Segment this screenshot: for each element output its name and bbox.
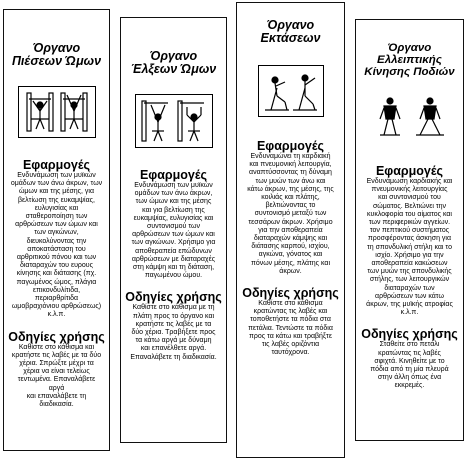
shoulder-press-machine-icon <box>18 86 96 138</box>
applications-heading: Εφαρμογές <box>375 164 444 178</box>
usage-heading: Οδηγίες χρήσης <box>8 329 105 344</box>
usage-heading: Οδηγίες χρήσης <box>242 286 339 301</box>
usage-text: Σταθείτε στο πετάλι κρατώντας τις λαβές σφιχτά. Κινηθείτε με το πόδια από τη μία πλευρά στην άλλη όπως ένα εκκρεμές. <box>370 341 449 390</box>
usage-text: Καθίστε στο κάθισμα κρατώντας τις λαβές και τοποθετήστε τα πόδια στα πετάλια. Τεντώστε τα πόδια προς τα κάτω και τραβήξτε τις λαβές οριζόντια ταυτόχρονα. <box>248 300 333 357</box>
applications-heading: Εφαρμογές <box>22 158 91 172</box>
card-elliptical <box>355 19 464 441</box>
card-title: Όργανο Έλξεων Ώμων <box>130 49 217 76</box>
applications-heading: Εφαρμογές <box>256 139 325 153</box>
card-extension <box>236 2 345 458</box>
applications-text: Ενδυνάμωση των μυϊκών ομάδων των άνω άκρων, των ώμων και της μέσης και για βελτίωση της ευκαμψίας, ευλυγισίας και συντονισμού των αρθρώσεων των ώμων και των αγκώνων. Χρήσιμο για αποθεραπεία επώδυνων αρθρώσεων με διαταραχές στη κάμψη και τη διάταση, παγωμένου ώμου. <box>131 182 216 280</box>
card-title: Όργανο Ελλειπτικής Κίνησης Ποδιών <box>364 42 455 78</box>
applications-text: Ενδυνάμωση των μυϊκών ομάδων των άνω άκρων, των ώμων και της μέσης, για βελτίωση της ευκαμψίας, ευλυγισίας και σταθεροποίηση των αρθρώσεων των ώμων και των αγκώνων, διευκολύνοντας την αποκατάσταση του αρθριτικού πόνου και των διαταραχών του ευρους κίνησης και διάτασης (πχ. παγωμένος ώμος, πλάγια επικονδυλίτιδα, περιαρθρίτιδα ωμοβραχιόνιου αρθρώσεως) κ.λ.π. <box>10 172 103 319</box>
applications-heading: Εφαρμογές <box>139 168 208 182</box>
card-title: Όργανο Εκτάσεων <box>260 18 321 45</box>
elliptical-trainer-icon <box>369 94 451 140</box>
usage-heading: Οδηγίες χρήσης <box>361 327 458 342</box>
card-shoulder-press <box>3 9 110 451</box>
usage-text: Καθίστε στο κάθισμα με τη πλάτη προς το όργανο και κρατήστε τις λαβές με τα δύο χέρια. Τραβήξετε προς τα κάτω αργά με δύναμη και επανέλθετε αργά. Επαναλάβετε τη διαδικασία. <box>130 304 217 361</box>
usage-text: Καθίστε στο κάθισμα και κρατήστε τις λαβές με τα δύο χέρια. Σπρώξτε μέχρι τα χέρια να είναι τελείως τεντωμένα. Επαναλάβετε αργά και επαναλάβετε τη διαδικασία. <box>11 343 102 409</box>
card-lat-pull <box>120 17 227 443</box>
applications-text: Ενδυνάμωση καρδιακής και πνευμονικής λειτουργίας και συντονισμού του σώματος. Βελτιώνει την κυκλοφορία του αίματος και των περιφερικών αγγείων. τον πεπτικού συστήματος προσφέροντας άσκηση για τη σπονδυλική στήλη και το ισχίο. Χρήσιμο για την αποθεραπεία κακώσεων των μυών της σπονδυλικής στήλης, των λειτουργικών διαταραχών των αρθρώσεων των κάτω άκρων, της μυϊκής ατροφίας κ.λ.π. <box>366 178 453 317</box>
back-extension-machine-icon <box>258 65 324 117</box>
card-title: Όργανο Πιέσεων Ώμων <box>11 41 102 68</box>
usage-heading: Οδηγίες χρήσης <box>125 290 222 305</box>
applications-text: Ενδυναμώνει τη καρδιακή και πνευμονική λειτουργία, αναπτύσσοντας τη δύναμη των μυών των άνω και κάτω άκρων, της μέσης, της κοιλιάς και πλάτης, βελτιώνοντας το συντονισμό μεταξύ των τεσσάρων άκρων. Χρήσιμο για την αποθεραπεία διαταραχών κάμψης και διάτασης καρπού, ισχίου, αγκώνα, γόνατος και πόνων μέσης, πλάτης και άκρων. <box>247 153 334 275</box>
lat-pull-machine-icon <box>135 94 213 148</box>
